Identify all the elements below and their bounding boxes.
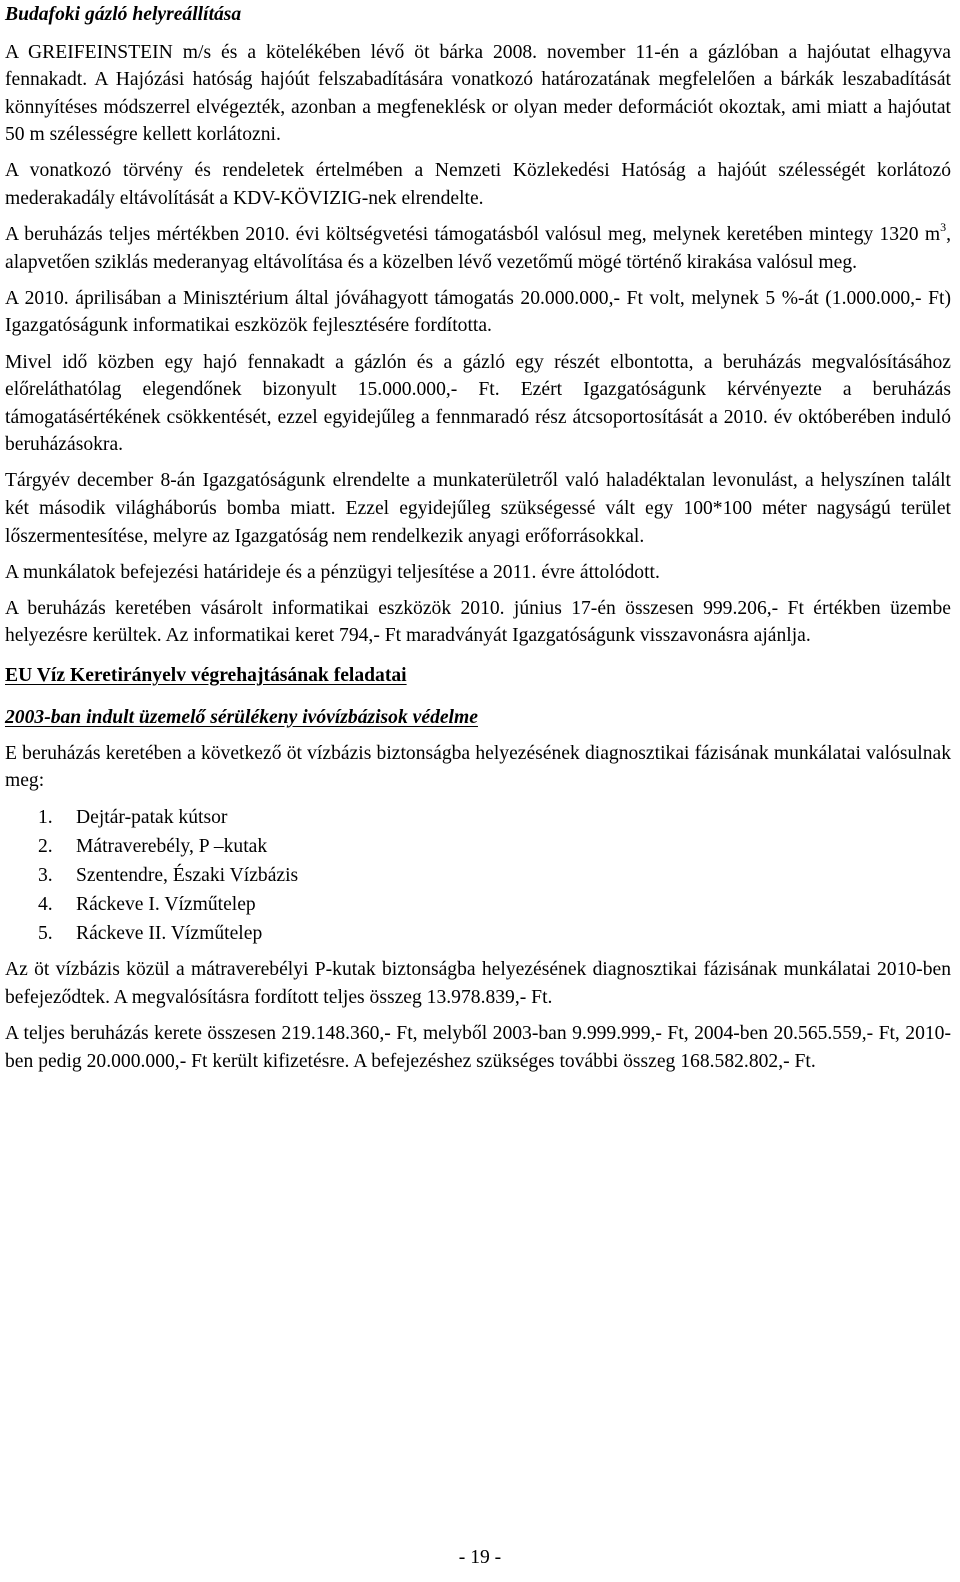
- list-item-name: Ráckeve I. Vízműtelep: [76, 894, 256, 916]
- heading-budafoki: Budafoki gázló helyreállítása: [5, 4, 242, 25]
- subsection-title-water-protection: 2003-ban indult üzemelő sérülékeny ivóvízbázisok védelme: [5, 706, 478, 728]
- page-number: - 19 -: [458, 1547, 502, 1568]
- paragraph-list-intro: E beruházás keretében a következő öt vízbázis biztonságba helyezésének diagnosztikai fázisának munkálatai valósulnak meg:: [5, 742, 951, 792]
- water-base-list: [5, 803, 951, 948]
- list-item-name: Szentendre, Északi Vízbázis: [76, 865, 299, 887]
- section-title-eu-water: EU Víz Keretirányelv végrehajtásának feladatai: [5, 664, 407, 686]
- list-item-name: Dejtár-patak kútsor: [76, 807, 228, 829]
- paragraph-greifeinstein: A GREIFEINSTEIN m/s és a kötelékében lévő öt bárka 2008. november 11-én a gázlóban a hajóutat elhagyva fennakadt. A Hajózási hatóság hajóút felszabadítására vonatkozó határozatának megfelelően a bárkák leszabadítását könnyítéses módszerrel elvégezték, azonban a megfeneklésk or olyan meder deformációt okoztak, ami miatt a hajóutat 50 m szélességre kellett korlátozni.: [5, 41, 951, 146]
- page-content: [5, 0, 951, 1084]
- list-item-number: 3.: [38, 865, 53, 887]
- investment-text-2: , alapvetően sziklás mederanyag eltávolítása és a közelben lévő vezetőmű mögé történő kirakása valósul meg.: [5, 224, 951, 273]
- paragraph-it-assets: A beruházás keretében vásárolt informatikai eszközök 2010. június 17-én összesen 999.206,- Ft értékben üzembe helyezésre kerültek. Az informatikai keret 794,- Ft maradványát Igazgatóságunk visszavonásra ajánlja.: [5, 597, 951, 647]
- list-item-number: 1.: [38, 807, 53, 829]
- investment-text-1: A beruházás teljes mértékben 2010. évi költségvetési támogatásból valósul meg, melynek keretében mintegy 1320 m: [5, 224, 941, 246]
- list-item-number: 5.: [38, 923, 53, 945]
- cubic-superscript: 3: [940, 219, 947, 234]
- list-item: [5, 803, 951, 832]
- paragraph-deadline: A munkálatok befejezési határideje és a pénzügyi teljesítése a 2011. évre áttolódott.: [5, 561, 660, 583]
- paragraph-investment: [5, 221, 951, 276]
- paragraph-total-budget: A teljes beruházás kerete összesen 219.148.360,- Ft, melyből 2003-ban 9.999.999,- Ft, 2004-ben 20.565.559,- Ft, 2010-ben pedig 20.000.000,- Ft került kifizetésre. A befejezéshez szükséges további összeg 168.582.802,- Ft.: [5, 1023, 951, 1072]
- list-item-name: Ráckeve II. Vízműtelep: [76, 923, 263, 945]
- list-item: [5, 861, 951, 890]
- paragraph-bombs: Tárgyév december 8-án Igazgatóságunk elrendelte a munkaterületről való haladéktalan levonulást, a helyszínen talált két második világháborús bomba miatt. Ezzel egyidejűleg szükségessé vált egy 100*100 méter nagyságú terület lőszermentesítése, melyre az Igazgatóság nem rendelkezik anyagi erőforrásokkal.: [5, 470, 951, 547]
- paragraph-nkh-order: A vonatkozó törvény és rendeletek értelmében a Nemzeti Közlekedési Hatóság a hajóút szélességét korlátozó mederakadály eltávolítását a KDV-KÖVIZIG-nek elrendelte.: [5, 160, 951, 210]
- list-item-number: 2.: [38, 836, 53, 858]
- list-item: [5, 890, 951, 919]
- paragraph-ship-stuck: Mivel idő közben egy hajó fennakadt a gázlón és a gázló egy részét elbontotta, a beruházás megvalósításához előreláthatólag elegendőnek bizonyult 15.000.000,- Ft. Ezért Igazgatóságunk kérvényezte a beruházás támogatásértékének csökkentését, ezzel egyidejűleg a fennmaradó rész átcsoportosítását a 2010. év októberében induló beruházásokra.: [5, 351, 951, 456]
- list-item-name: Mátraverebély, P –kutak: [76, 836, 268, 858]
- paragraph-ministry-support: A 2010. áprilisában a Minisztérium által jóváhagyott támogatás 20.000.000,- Ft volt, melynek 5 %-át (1.000.000,- Ft) Igazgatóságunk informatikai eszközök fejlesztésére fordította.: [5, 287, 951, 337]
- list-item-number: 4.: [38, 894, 53, 916]
- list-item: [5, 832, 951, 861]
- list-item: [5, 919, 951, 948]
- paragraph-matraverebely: Az öt vízbázis közül a mátraverebélyi P-kutak biztonságba helyezésének diagnosztikai fázisának munkálatai 2010-ben befejeződtek. A megvalósításra fordított teljes összeg 13.978.839,- Ft.: [5, 959, 951, 1008]
